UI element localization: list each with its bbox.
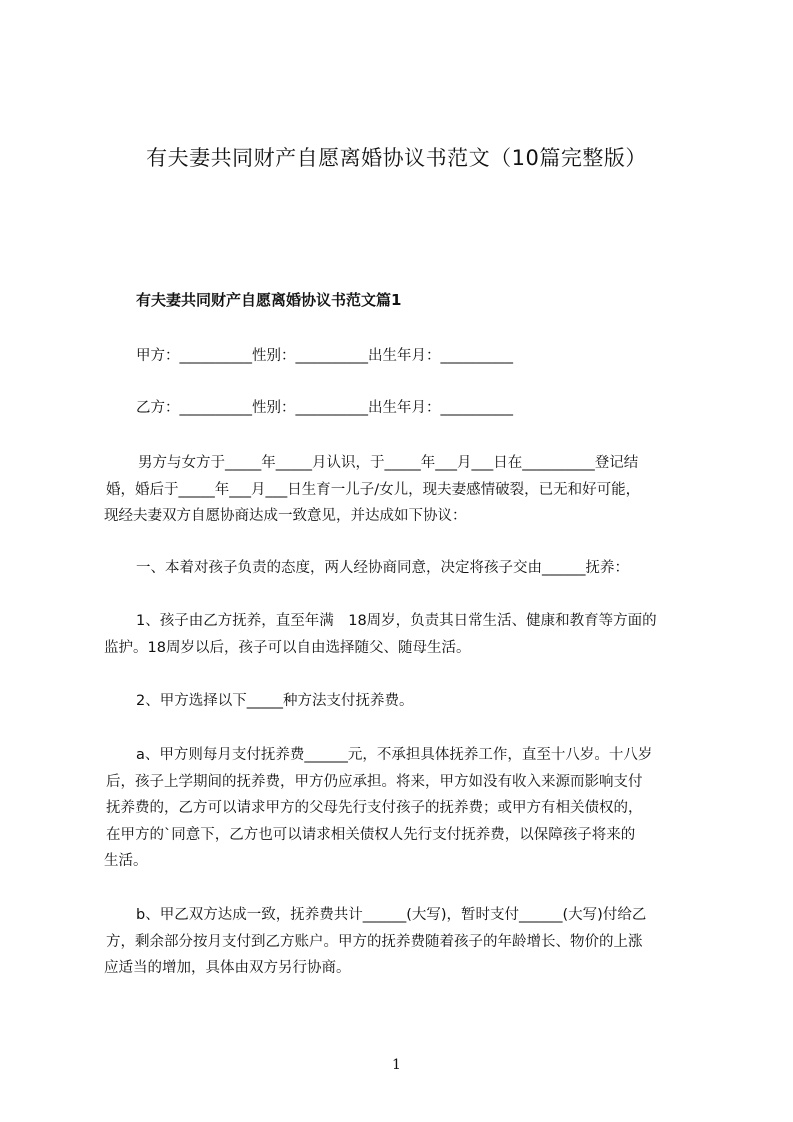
party-a-line: 甲方：__________性别：__________出生年月：__________	[136, 348, 513, 364]
item-a-line: 在甲方的`同意下，乙方也可以请求相关债权人先行支付抚养费，以保障孩子将来的	[106, 826, 636, 843]
page-number: 1	[392, 1057, 401, 1073]
item-2: 2、甲方选择以下_____种方法支付抚养费。	[136, 693, 414, 709]
intro-paragraph	[104, 453, 640, 533]
party-b-line: 乙方：__________性别：__________出生年月：__________	[136, 400, 513, 416]
item-1-paragraph	[104, 611, 657, 664]
item-b-paragraph	[104, 905, 646, 985]
item-b-line: 应适当的增加，具体由双方另行协商。	[104, 960, 351, 976]
item-a-line: 后，孩子上学期间的抚养费，甲方仍应承担。将来，甲方如没有收入来源而影响支付	[106, 773, 643, 790]
item-1-line: 1、孩子由乙方抚养，直至年满 18周岁，负责其日常生活、健康和教育等方面的	[136, 613, 657, 629]
item-a-line: 生活。	[104, 853, 148, 869]
item-b-line: b、甲乙双方达成一致，抚养费共计______(大写)，暂时支付______(大写)付给乙	[136, 907, 647, 923]
document-title: 有夫妻共同财产自愿离婚协议书范文（10篇完整版）	[146, 146, 647, 170]
item-1-line: 监护。18周岁以后，孩子可以自由选择随父、随母生活。	[104, 639, 471, 656]
intro-line: 男方与女方于_____年_____月认识，于_____年___月___日在__________登记结	[138, 455, 639, 471]
clause-1: 一、本着对孩子负责的态度，两人经协商同意，决定将孩子交由______抚养：	[136, 560, 629, 576]
intro-line: 婚，婚后于_____年___月___日生育一儿子/女儿，现夫妻感情破裂，已无和好可能，	[106, 481, 641, 498]
item-a-paragraph	[104, 745, 652, 878]
intro-line: 现经夫妻双方自愿协商达成一致意见，并达成如下协议：	[104, 508, 467, 524]
section-title: 有夫妻共同财产自愿离婚协议书范文篇1	[136, 291, 402, 309]
item-a-line: 抚养费的，乙方可以请求甲方的父母先行支付孩子的抚养费；或甲方有相关债权的，	[106, 800, 643, 816]
item-b-line: 方，剩余部分按月支付到乙方账户。甲方的抚养费随着孩子的年龄增长、物价的上涨	[106, 933, 643, 950]
item-a-line: a、甲方则每月支付抚养费______元，不承担具体抚养工作，直至十八岁。十八岁	[136, 747, 653, 763]
